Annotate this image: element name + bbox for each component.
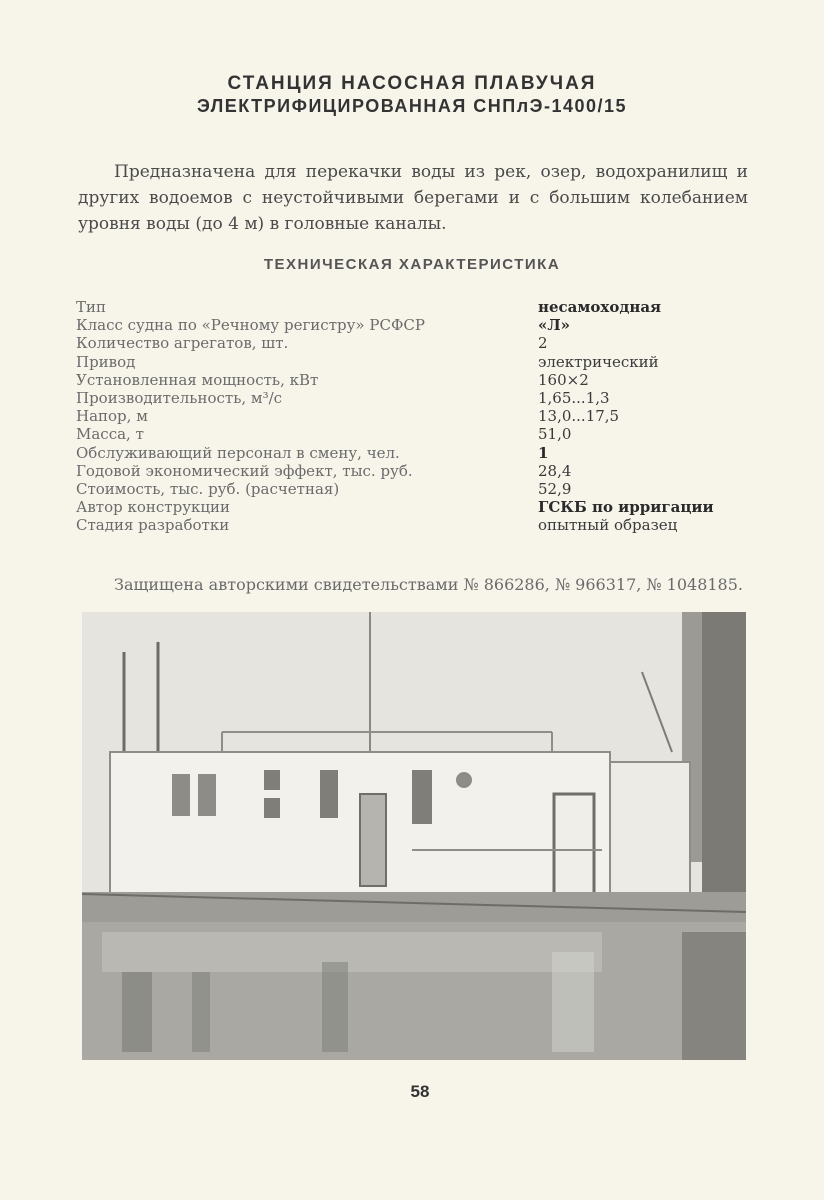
spec-value: 1,65...1,3 (538, 388, 610, 407)
section-heading: ТЕХНИЧЕСКАЯ ХАРАКТЕРИСТИКА (263, 256, 561, 273)
spec-label: Стоимость, тыс. руб. (расчетная) (76, 479, 340, 498)
spec-row (76, 298, 748, 316)
spec-value: 52,9 (538, 479, 572, 498)
intro-paragraph: Предназначена для перекачки воды из рек, озер, водохранилищ и других водоемов с неустойчивыми берегами и с большим колебанием уровня воды (до 4 м) в головные каналы. (78, 162, 748, 234)
spec-label: Тип (76, 298, 106, 316)
spec-label: Масса, т (76, 425, 144, 444)
station-photo (82, 612, 746, 1060)
spec-row (76, 444, 748, 462)
spec-row (76, 516, 748, 534)
spec-row (76, 498, 748, 516)
spec-value: опытный образец (538, 516, 678, 535)
spec-value: 1 (538, 443, 549, 462)
spec-label: Количество агрегатов, шт. (76, 334, 289, 353)
patent-note: Защищена авторскими свидетельствами № 866286, № 966317, № 1048185. (114, 575, 743, 594)
spec-label: Класс судна по «Речному регистру» РСФСР (76, 316, 425, 335)
spec-row (76, 353, 748, 371)
station-photo-drawing (82, 612, 746, 1060)
spec-value: 28,4 (538, 461, 572, 480)
spec-value: 13,0...17,5 (538, 407, 620, 426)
spec-value: 2 (538, 334, 548, 353)
spec-row (76, 462, 748, 480)
spec-value: 160×2 (538, 370, 589, 389)
spec-row (76, 334, 748, 352)
spec-value: ГСКБ по ирригации (538, 498, 714, 517)
spec-value: электрический (538, 352, 659, 371)
spec-value: 51,0 (538, 425, 572, 444)
spec-row (76, 425, 748, 443)
spec-row (76, 316, 748, 334)
spec-label: Установленная мощность, кВт (76, 370, 319, 389)
spec-row (76, 371, 748, 389)
spec-label: Привод (76, 352, 136, 371)
spec-label: Производительность, м³/с (76, 388, 283, 407)
spec-label: Стадия разработки (76, 516, 230, 535)
spec-value: «Л» (538, 316, 571, 335)
spec-row (76, 407, 748, 425)
spec-table (76, 298, 748, 534)
spec-label: Автор конструкции (76, 498, 231, 517)
spec-label: Обслуживающий персонал в смену, чел. (76, 443, 400, 462)
spec-label: Напор, м (76, 407, 148, 426)
spec-row (76, 480, 748, 498)
spec-value: несамоходная (538, 298, 662, 316)
document-title-line-1: СТАНЦИЯ НАСОСНАЯ ПЛАВУЧАЯ (227, 73, 597, 94)
document-title-line-2: ЭЛЕКТРИФИЦИРОВАННАЯ СНПлЭ-1400/15 (196, 96, 628, 116)
spec-label: Годовой экономический эффект, тыс. руб. (76, 461, 413, 480)
page-number: 58 (410, 1082, 430, 1101)
spec-row (76, 389, 748, 407)
